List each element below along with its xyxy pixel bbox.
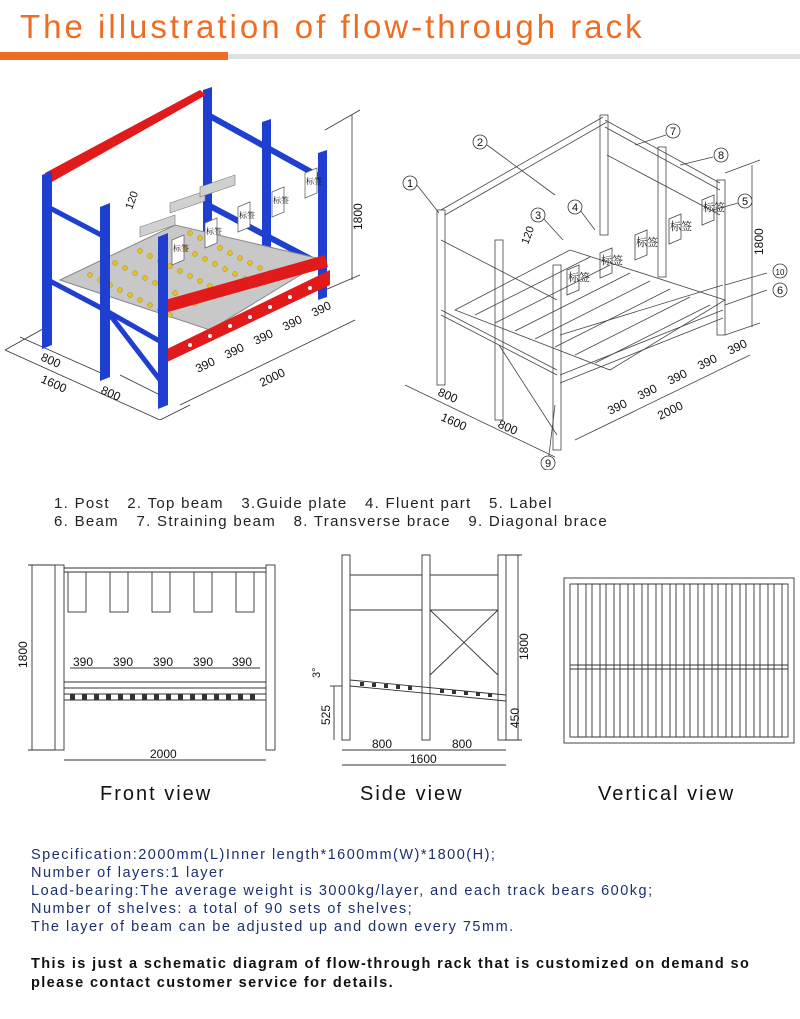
dim-depth-b: 800 [98,382,123,404]
front-dim-bay: 390 [153,655,174,669]
disclaimer-note: This is just a schematic diagram of flow-through rack that is customized on demand so please contact customer service for details. [31,956,751,991]
front-view-label: Front view [100,783,213,805]
side-dim-angle: 3° [311,667,323,678]
label-text: 标签 [636,237,658,249]
dim-depth-a: 800 [435,384,460,406]
front-dim-length: 2000 [150,747,177,761]
label-text: 标签 [173,244,189,253]
spec-line: Load-bearing:The average weight is 3000kg/layer, and each track bears 600kg; [31,883,654,899]
page-title: The illustration of flow-through rack [20,8,645,45]
dim-depth-total: 1600 [438,409,469,434]
callout-9: 9 [544,458,552,470]
dim-bay: 390 [695,351,720,373]
side-view-label: Side view [360,783,464,805]
label-text: 标签 [670,221,692,233]
label-text: 标签 [206,227,222,236]
spec-line: Specification:2000mm(L)Inner length*1600mm(W)*1800(H); [31,847,497,863]
callout-5: 5 [741,196,749,208]
dim-gap: 120 [519,224,538,247]
legend-item: 5. Label [489,495,553,512]
side-dim-low: 525 [319,704,333,725]
iso-left-diagram [0,75,400,420]
legend-item: 4. Fluent part [364,495,472,512]
callout-7: 7 [669,126,677,138]
title-underline [0,52,800,60]
dim-gap: 120 [123,189,142,212]
dim-bay: 390 [665,366,690,388]
front-dim-height: 1800 [16,641,30,668]
callout-1: 1 [406,178,414,190]
label-text: 标签 [306,177,322,186]
dim-length: 2000 [655,398,686,423]
dim-bay: 390 [222,340,247,362]
legend-item: 9. Diagonal brace [468,513,608,530]
front-dim-bay: 390 [113,655,134,669]
callout-8: 8 [717,150,725,162]
dim-depth-a: 800 [38,349,63,371]
label-text: 标签 [601,255,623,267]
dim-length: 2000 [257,365,288,390]
vertical-view-diagram [560,570,800,748]
dim-bay: 390 [309,298,334,320]
side-dim-depth-total: 1600 [410,752,437,766]
dim-bay: 390 [605,396,630,418]
legend-row-1 [54,495,565,512]
dim-bay: 390 [635,381,660,403]
dim-height: 1800 [752,228,766,255]
dim-bay: 390 [251,326,276,348]
legend-item: 6. Beam [54,513,119,530]
side-dim-high: 450 [508,707,522,728]
legend-item: 1. Post [54,495,110,512]
iso-right-diagram [395,105,800,470]
dim-depth-b: 800 [495,416,520,438]
dim-height: 1800 [351,203,365,230]
front-dim-bay: 390 [73,655,94,669]
callout-2: 2 [476,137,484,149]
dim-bay: 390 [193,354,218,376]
callout-6: 6 [776,285,784,297]
side-view-diagram [300,550,545,770]
front-dim-bay: 390 [193,655,214,669]
callout-10: 10 [775,268,785,277]
legend-row-2 [54,513,620,530]
dim-depth-total: 1600 [38,371,69,396]
spec-line: Number of layers:1 layer [31,865,225,881]
callout-4: 4 [571,202,579,214]
dim-bay: 390 [280,312,305,334]
legend-item: 8. Transverse brace [293,513,451,530]
legend-item: 3.Guide plate [241,495,348,512]
side-dim-height: 1800 [517,633,531,660]
spec-block [31,846,654,936]
label-text: 标签 [568,272,590,284]
spec-line: The layer of beam can be adjusted up and down every 75mm. [31,919,515,935]
side-dim-depth-a: 800 [372,737,393,751]
side-dim-depth-b: 800 [452,737,473,751]
legend-item: 7. Straining beam [136,513,277,530]
front-view-diagram [10,560,280,770]
vertical-view-label: Vertical view [598,783,736,805]
label-text: 标签 [273,196,289,205]
label-text: 标签 [703,202,725,214]
spec-line: Number of shelves: a total of 90 sets of shelves; [31,901,414,917]
label-text: 标签 [239,211,255,220]
front-dim-bay: 390 [232,655,253,669]
legend-item: 2. Top beam [127,495,224,512]
dim-bay: 390 [725,336,750,358]
callout-3: 3 [534,210,542,222]
